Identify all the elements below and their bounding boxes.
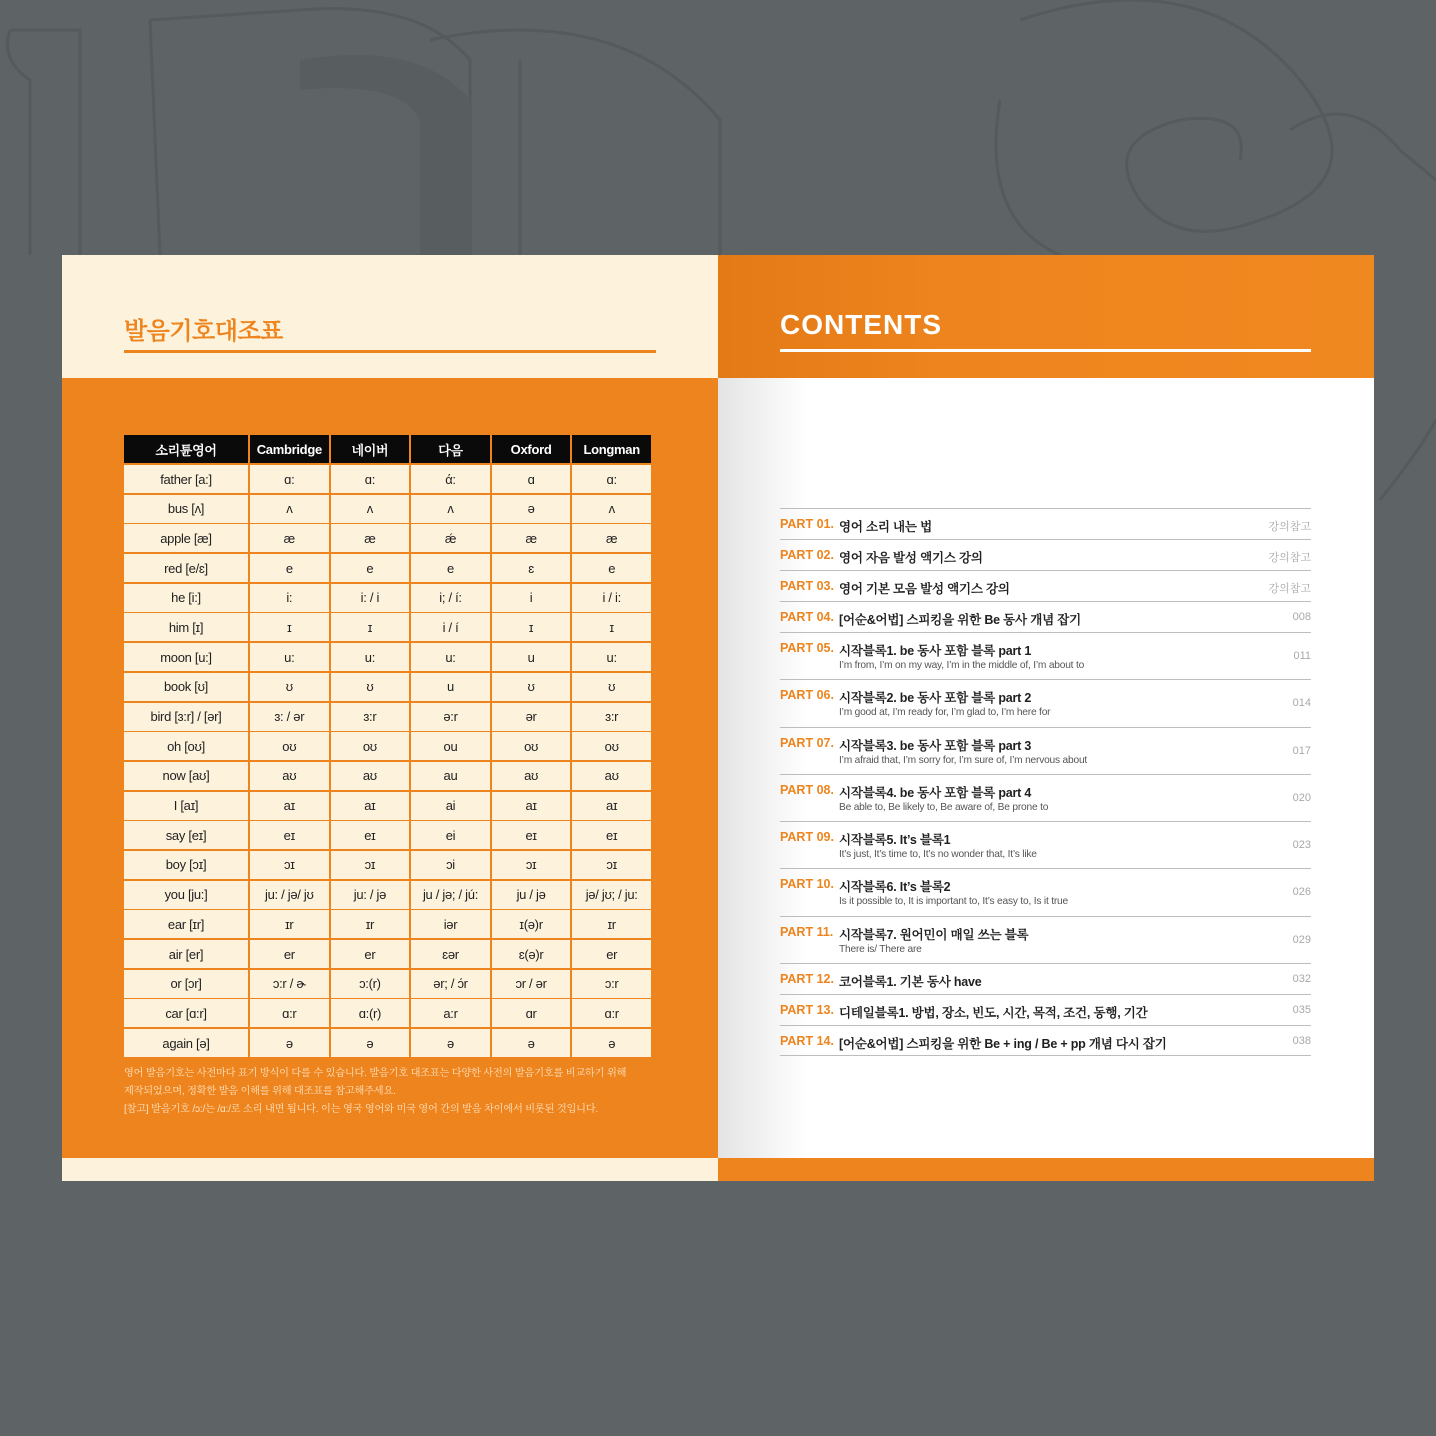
part-number: PART 09. [780,830,834,845]
symbol-cell: ɑ:r [250,999,329,1027]
symbol-cell: ʌ [250,495,329,523]
symbol-cell: ɪr [250,910,329,938]
part-subtitle: It’s just, It’s time to, It’s no wonder that, It’s like [839,849,1037,861]
symbol-cell: ɑr [492,999,571,1027]
part-title: 시작블록2. be 동사 포함 블록 part 2 [839,691,1032,706]
symbol-cell: ə [331,1029,410,1057]
page-number: 029 [1292,933,1311,946]
symbol-cell: ɔɪ [492,851,571,879]
part-title: 코어블록1. 기본 동사 have [839,975,982,990]
symbol-cell: ʊ [572,673,651,701]
example-word-cell: oh [oʊ] [124,732,248,760]
footnote-line: 영어 발음기호는 사전마다 표기 방식이 다를 수 있습니다. 발음기호 대조표는 다양한 사전의 발음기호를 비교하기 위해 [124,1068,627,1079]
part-title: 시작블록7. 원어민이 매일 쓰는 블록 [839,927,1029,942]
part-number: PART 14. [780,1034,834,1049]
symbol-cell: aɪ [572,792,651,820]
part-title: 시작블록4. be 동사 포함 블록 part 4 [839,785,1032,800]
symbol-cell: ɑ [492,465,571,493]
contents-item[interactable] [780,1025,1311,1056]
page-number: 강의참고 [1268,521,1311,533]
table-row [124,613,651,641]
symbol-cell: ər; / ɔ́r [411,970,490,998]
symbol-cell: eɪ [250,821,329,849]
contents-title: CONTENTS [780,309,942,340]
part-number: PART 03. [780,579,834,593]
table-row [124,970,651,998]
part-number: PART 13. [780,1003,834,1018]
symbol-cell: ʌ [411,495,490,523]
page-number: 014 [1292,697,1311,710]
symbol-cell: er [331,940,410,968]
symbol-cell: ju / jə [492,881,571,909]
symbol-cell: aɪ [250,792,329,820]
contents-item[interactable] [780,994,1311,1025]
title-underline [124,350,656,353]
part-title: [어순&어법] 스피킹을 위한 Be + ing / Be + pp 개념 다시 잡기 [839,1037,1167,1052]
symbol-cell: ər [492,703,571,731]
symbol-cell: ʊ [250,673,329,701]
symbol-cell: ju: / jə [331,881,410,909]
part-title: 영어 자음 발성 액기스 강의 [839,551,983,565]
table-row [124,821,651,849]
symbol-cell: ɔ:(r) [331,970,410,998]
symbol-cell: ɑ: [572,465,651,493]
symbol-cell: oʊ [250,732,329,760]
example-word-cell: him [ɪ] [124,613,248,641]
page-title: 발음기호대조표 [124,318,283,345]
table-row [124,703,651,731]
right-page [718,255,1374,1181]
symbol-cell: ɪ [331,613,410,641]
symbol-cell: eɪ [331,821,410,849]
part-subtitle: Is it possible to, It is important to, It’s easy to, Is it true [839,896,1068,908]
symbol-cell: u [492,643,571,671]
part-number: PART 05. [780,641,834,655]
table-row [124,584,651,612]
page-number: 008 [1292,611,1311,623]
symbol-cell: er [250,940,329,968]
page-number: 020 [1292,791,1311,804]
symbol-cell: u: [250,643,329,671]
symbol-cell: ʌ [331,495,410,523]
symbol-cell: ά: [411,465,490,493]
table-row [124,910,651,938]
symbol-cell: ɑ: [331,465,410,493]
page-number: 032 [1292,973,1311,986]
table-row [124,732,651,760]
symbol-cell: ɜ:r [331,703,410,731]
table-header-cell: 소리튠영어 [124,435,248,463]
part-title: 시작블록6. It’s 블록2 [839,880,951,895]
symbol-cell: ɛər [411,940,490,968]
table-footnote [124,1065,664,1119]
page-number: 026 [1292,886,1311,899]
contents-item[interactable] [780,632,1311,679]
example-word-cell: say [eɪ] [124,821,248,849]
part-title: 영어 소리 내는 법 [839,520,932,534]
page-number: 강의참고 [1268,552,1311,564]
table-row [124,643,651,671]
part-subtitle: There is/ There are [839,943,922,955]
symbol-cell: ɪ [250,613,329,641]
contents-item[interactable] [780,868,1311,915]
symbol-cell: i [492,584,571,612]
part-subtitle: I’m from, I’m on my way, I’m in the middle of, I’m about to [839,660,1085,671]
contents-item[interactable] [780,727,1311,774]
page-number: 017 [1292,744,1311,757]
symbol-cell: i; / í: [411,584,490,612]
part-title: [어순&어법] 스피킹을 위한 Be 동사 개념 잡기 [839,613,1081,627]
symbol-cell: eɪ [572,821,651,849]
contents-item[interactable] [780,679,1311,726]
table-row [124,792,651,820]
footnote-line: 제작되었으며, 정확한 발음 이해를 위해 대조표를 참고해주세요. [124,1086,396,1097]
symbol-cell: ɔi [411,851,490,879]
table-header-cell: Cambridge [250,435,329,463]
symbol-cell: æ [572,524,651,552]
part-subtitle: I’m afraid that, I’m sorry for, I’m sure of, I’m nervous about [839,754,1088,766]
symbol-cell: u: [331,643,410,671]
symbol-cell: ɪ(ə)r [492,910,571,938]
symbol-cell: ɛ(ə)r [492,940,571,968]
symbol-cell: i / í [411,613,490,641]
symbol-cell: ei [411,821,490,849]
symbol-cell: e [572,554,651,582]
part-number: PART 11. [780,924,834,939]
symbol-cell: ə [250,1029,329,1057]
part-number: PART 04. [780,610,834,624]
symbol-cell: æ [331,524,410,552]
part-title: 시작블록3. be 동사 포함 블록 part 3 [839,738,1032,753]
table-row [124,673,651,701]
symbol-cell: er [572,940,651,968]
table-row [124,762,651,790]
table-header-cell: 네이버 [331,435,410,463]
symbol-cell: ʊ [492,673,571,701]
footnote-line: [참고] 발음기호 /ɔ:/는 /ɑ:/로 소리 내면 됩니다. 이는 영국 영어와 미국 영어 간의 발음 차이에서 비롯된 것입니다. [124,1104,599,1115]
example-word-cell: now [aʊ] [124,762,248,790]
symbol-cell: ɜ: / ər [250,703,329,731]
symbol-cell: jə/ jʊ; / ju: [572,881,651,909]
part-subtitle: I’m good at, I’m ready for, I’m glad to, I’m here for [839,707,1051,719]
example-word-cell: or [ɔr] [124,970,248,998]
symbol-cell: e [250,554,329,582]
contents-item[interactable] [780,963,1311,994]
symbol-cell: u [411,673,490,701]
symbol-cell: ɑ:(r) [331,999,410,1027]
symbol-cell: ɪ [572,613,651,641]
example-word-cell: ear [ɪr] [124,910,248,938]
table-row [124,554,651,582]
table-row [124,524,651,552]
symbol-cell: oʊ [331,732,410,760]
symbol-cell: ə [411,1029,490,1057]
table-row [124,465,651,493]
page-number: 038 [1292,1035,1311,1048]
table-header-cell: 다음 [411,435,490,463]
symbol-cell: ɛ [492,554,571,582]
example-word-cell: bird [ɜ:r] / [ər] [124,703,248,731]
example-word-cell: you [ju:] [124,881,248,909]
symbol-cell: ʌ [572,495,651,523]
symbol-cell: ʊ [331,673,410,701]
example-word-cell: bus [ʌ] [124,495,248,523]
symbol-cell: ɑ:r [572,999,651,1027]
table-header-row [124,435,651,463]
symbol-cell: ɔ:r / ɚ [250,970,329,998]
bottom-band [718,1158,1374,1181]
part-number: PART 08. [780,782,834,797]
symbol-cell: ou [411,732,490,760]
symbol-cell: ə:r [411,703,490,731]
symbol-cell: a:r [411,999,490,1027]
symbol-cell: aʊ [250,762,329,790]
symbol-cell: æ [492,524,571,552]
left-page [62,255,718,1181]
symbol-cell: ɔɪ [250,851,329,879]
symbol-cell: au [411,762,490,790]
page-number: 강의참고 [1268,583,1311,595]
part-number: PART 02. [780,548,834,562]
contents-underline [780,349,1311,352]
contents-item[interactable] [780,774,1311,821]
example-word-cell: he [i:] [124,584,248,612]
table-header-cell: Longman [572,435,651,463]
symbol-cell: ə [572,1029,651,1057]
symbol-cell: ɑ: [250,465,329,493]
symbol-cell: ɪ [492,613,571,641]
example-word-cell: moon [u:] [124,643,248,671]
symbol-cell: i / i: [572,584,651,612]
symbol-cell: u: [411,643,490,671]
part-number: PART 12. [780,972,834,987]
symbol-cell: u: [572,643,651,671]
table-row [124,1029,651,1057]
symbol-cell: ju: / jə/ jʊ [250,881,329,909]
table-row [124,495,651,523]
table-row [124,940,651,968]
part-number: PART 10. [780,877,834,892]
symbol-cell: oʊ [572,732,651,760]
contents-item[interactable] [780,508,1311,539]
part-title: 디테일블록1. 방법, 장소, 빈도, 시간, 목적, 조건, 동행, 기간 [839,1006,1148,1021]
book-spread [62,255,1374,1181]
pronunciation-table [124,435,651,1059]
symbol-cell: ju / jə; / jú: [411,881,490,909]
table-row [124,851,651,879]
symbol-cell: aʊ [331,762,410,790]
symbol-cell: ɔ:r [572,970,651,998]
table-header-cell: Oxford [492,435,571,463]
symbol-cell: ɪr [331,910,410,938]
contents-item[interactable] [780,821,1311,868]
example-word-cell: air [er] [124,940,248,968]
symbol-cell: i: [250,584,329,612]
example-word-cell: apple [æ] [124,524,248,552]
part-title: 영어 기본 모음 발성 액기스 강의 [839,582,1010,596]
symbol-cell: e [411,554,490,582]
symbol-cell: ai [411,792,490,820]
symbol-cell: oʊ [492,732,571,760]
symbol-cell: ə [492,495,571,523]
part-number: PART 06. [780,688,834,703]
symbol-cell: ɔɪ [331,851,410,879]
page-number: 035 [1292,1004,1311,1017]
symbol-cell: ɪr [572,910,651,938]
symbol-cell: aʊ [572,762,651,790]
contents-item[interactable] [780,916,1311,963]
symbol-cell: i: / i [331,584,410,612]
symbol-cell: ɜ:r [572,703,651,731]
contents-item[interactable] [780,539,1311,570]
symbol-cell: eɪ [492,821,571,849]
part-number: PART 07. [780,735,834,750]
example-word-cell: boy [ɔɪ] [124,851,248,879]
page-number: 011 [1293,650,1311,662]
part-subtitle: Be able to, Be likely to, Be aware of, Be prone to [839,801,1049,813]
example-word-cell: car [ɑ:r] [124,999,248,1027]
table-row [124,999,651,1027]
contents-item[interactable] [780,601,1311,632]
example-word-cell: again [ə] [124,1029,248,1057]
symbol-cell: ə [492,1029,571,1057]
example-word-cell: I [aɪ] [124,792,248,820]
symbol-cell: ǽ [411,524,490,552]
symbol-cell: æ [250,524,329,552]
symbol-cell: ɔr / ər [492,970,571,998]
symbol-cell: aʊ [492,762,571,790]
part-title: 시작블록1. be 동사 포함 블록 part 1 [839,644,1032,658]
example-word-cell: red [e/ɛ] [124,554,248,582]
example-word-cell: book [ʊ] [124,673,248,701]
symbol-cell: iər [411,910,490,938]
part-number: PART 01. [780,517,834,531]
page-number: 023 [1292,839,1311,852]
table-of-contents [780,508,1311,1056]
symbol-cell: aɪ [331,792,410,820]
table-row [124,881,651,909]
part-title: 시작블록5. It’s 블록1 [839,833,951,848]
symbol-cell: aɪ [492,792,571,820]
symbol-cell: e [331,554,410,582]
contents-item[interactable] [780,570,1311,601]
example-word-cell: father [a:] [124,465,248,493]
symbol-cell: ɔɪ [572,851,651,879]
